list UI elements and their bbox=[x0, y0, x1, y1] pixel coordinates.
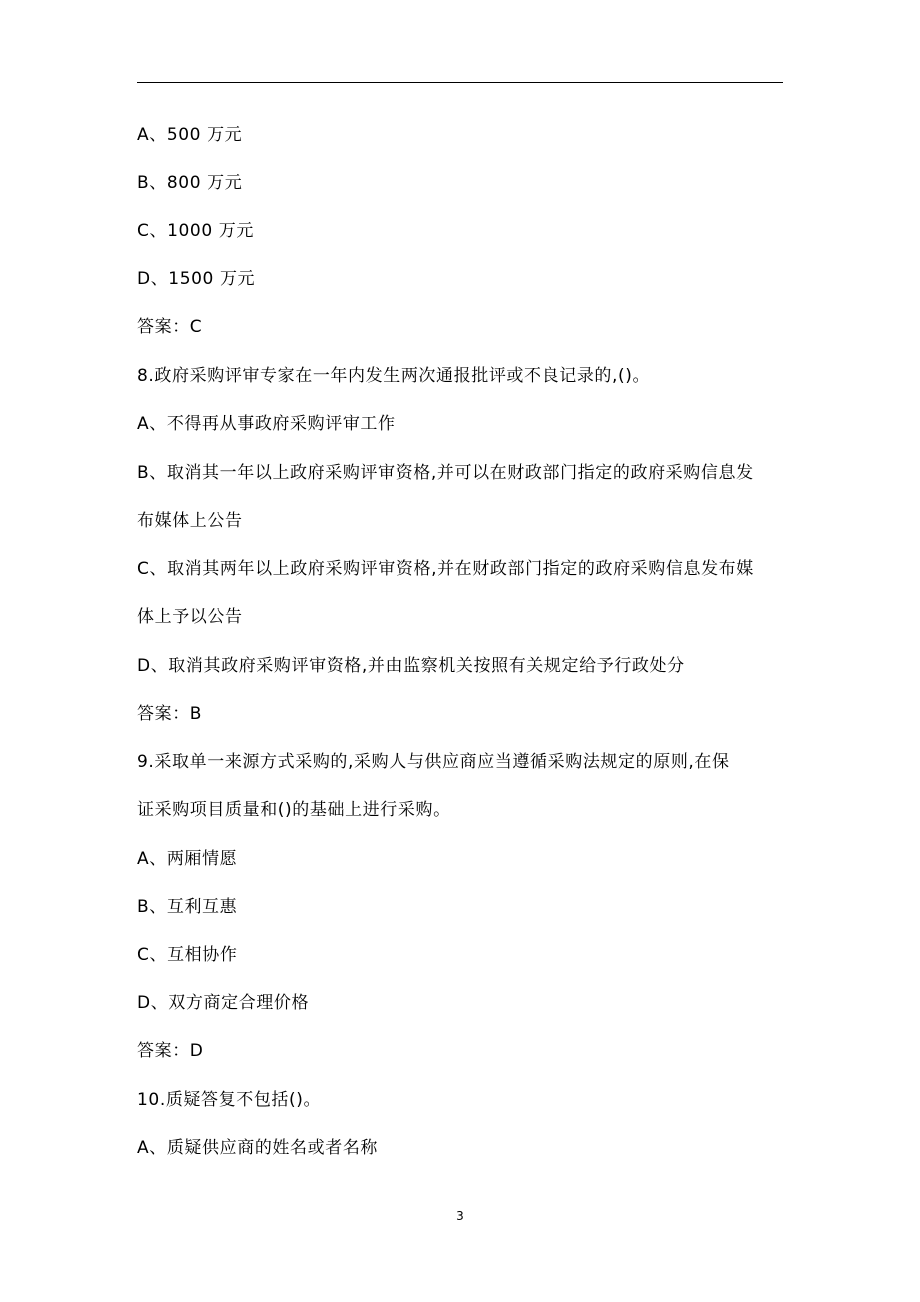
option-b-q9: B、互利互惠 bbox=[137, 897, 238, 917]
option-a-q9: A、两厢情愿 bbox=[137, 849, 238, 869]
option-b-q8-line2: 布媒体上公告 bbox=[137, 511, 243, 531]
option-a-q7: A、500 万元 bbox=[137, 125, 243, 145]
question-10: 10.质疑答复不包括()。 bbox=[137, 1090, 322, 1110]
question-9-line1: 9.采取单一来源方式采购的,采购人与供应商应当遵循采购法规定的原则,在保 bbox=[137, 752, 730, 772]
answer-q8: 答案：B bbox=[137, 704, 203, 724]
option-d-q8: D、取消其政府采购评审资格,并由监察机关按照有关规定给予行政处分 bbox=[137, 656, 685, 676]
option-c-q7: C、1000 万元 bbox=[137, 221, 254, 241]
option-c-q9: C、互相协作 bbox=[137, 945, 238, 965]
option-d-q9: D、双方商定合理价格 bbox=[137, 993, 310, 1013]
option-b-q8-line1: B、取消其一年以上政府采购评审资格,并可以在财政部门指定的政府采购信息发 bbox=[137, 463, 754, 483]
answer-q9: 答案：D bbox=[137, 1041, 204, 1061]
question-8: 8.政府采购评审专家在一年内发生两次通报批评或不良记录的,()。 bbox=[137, 366, 651, 386]
option-d-q7: D、1500 万元 bbox=[137, 269, 256, 289]
header-rule bbox=[137, 82, 783, 83]
option-a-q8: A、不得再从事政府采购评审工作 bbox=[137, 414, 396, 434]
option-c-q8-line1: C、取消其两年以上政府采购评审资格,并在财政部门指定的政府采购信息发布媒 bbox=[137, 559, 754, 579]
option-c-q8-line2: 体上予以公告 bbox=[137, 607, 243, 627]
answer-q7: 答案：C bbox=[137, 317, 203, 337]
option-b-q7: B、800 万元 bbox=[137, 173, 243, 193]
option-a-q10: A、质疑供应商的姓名或者名称 bbox=[137, 1138, 379, 1158]
page-number: 3 bbox=[456, 1209, 464, 1223]
question-9-line2: 证采购项目质量和()的基础上进行采购。 bbox=[137, 800, 451, 820]
